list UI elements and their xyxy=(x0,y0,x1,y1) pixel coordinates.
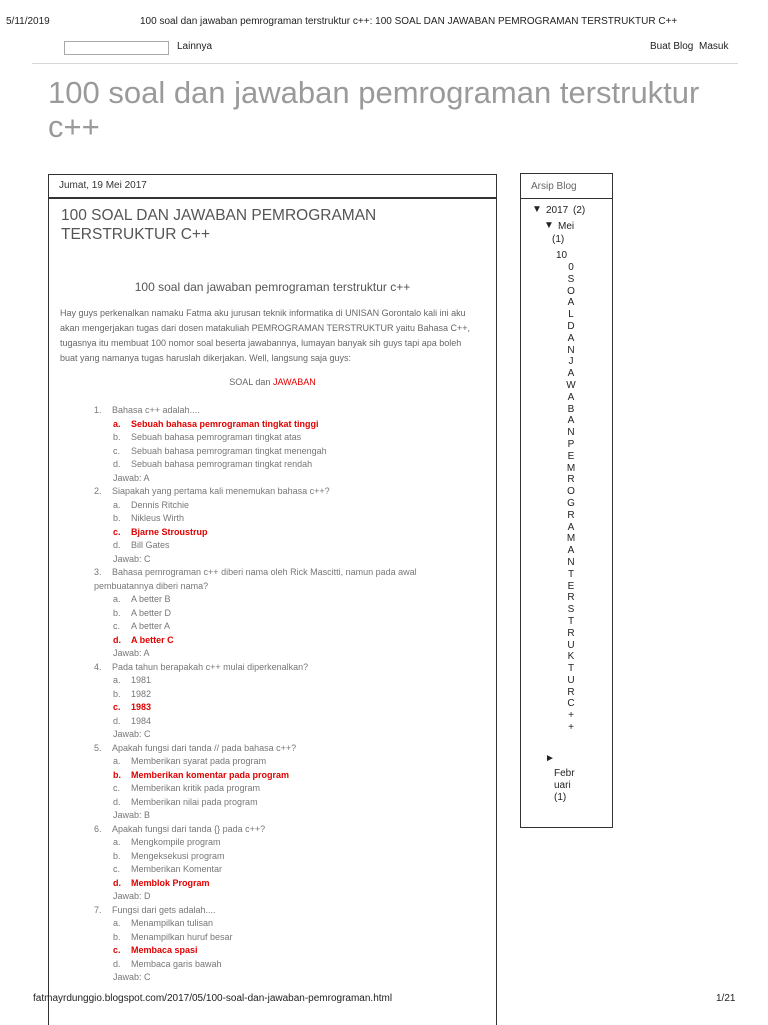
option-text: A better B xyxy=(131,594,171,604)
option-letter: b. xyxy=(113,513,121,523)
question-number: 1. xyxy=(94,405,102,415)
answer-option xyxy=(94,674,494,688)
archive-link-char[interactable]: R xyxy=(567,627,575,639)
header-divider xyxy=(32,63,738,64)
option-text: Memberikan syarat pada program xyxy=(131,756,267,766)
option-letter: d. xyxy=(113,459,121,469)
answer-key-text: Jawab: C xyxy=(113,972,151,982)
answer-option xyxy=(94,944,494,958)
question-text xyxy=(94,580,494,594)
answer-key-text: Jawab: C xyxy=(113,729,151,739)
archive-link-char[interactable]: R xyxy=(567,686,575,698)
option-text: A better A xyxy=(131,621,171,631)
question-number: 6. xyxy=(94,823,102,834)
archive-year-count: (2) xyxy=(573,205,586,216)
post-date: Jumat, 19 Mei 2017 xyxy=(59,180,147,191)
archive-link-char[interactable]: + xyxy=(568,710,574,722)
answer-option xyxy=(94,431,494,445)
answer-key xyxy=(94,472,494,486)
archive-month-februari[interactable]: Febr xyxy=(554,768,575,779)
archive-link-char[interactable]: T xyxy=(567,663,575,675)
question-number: 3. xyxy=(94,567,102,577)
option-letter: a. xyxy=(113,918,121,928)
archive-link-char[interactable]: P xyxy=(567,438,575,450)
question-list xyxy=(94,404,494,985)
option-text: 1984 xyxy=(131,715,152,726)
archive-link-char[interactable]: T xyxy=(567,615,575,627)
option-letter: d. xyxy=(113,877,121,888)
question-line: Siapakah yang pertama kali menemukan bahasa c++? xyxy=(112,486,330,496)
archive-link-char[interactable]: M xyxy=(566,533,576,545)
archive-link-char[interactable]: R xyxy=(567,592,575,604)
archive-month-februari-cont[interactable]: uari xyxy=(554,780,571,791)
archive-link-char[interactable]: W xyxy=(566,379,576,391)
option-letter: c. xyxy=(113,945,121,955)
archive-link-char[interactable]: B xyxy=(567,403,575,415)
option-text: Sebuah bahasa pemrograman tingkat rendah xyxy=(131,459,313,469)
option-letter: d. xyxy=(113,540,121,550)
answer-option xyxy=(94,593,494,607)
question-line: Bahasa c++ adalah.... xyxy=(112,405,200,415)
answer-key xyxy=(94,553,494,567)
answer-option xyxy=(94,769,494,783)
question-text xyxy=(94,904,494,918)
archive-link-char[interactable]: O xyxy=(567,486,575,498)
option-letter: c. xyxy=(113,783,121,793)
archive-link-char[interactable]: A xyxy=(567,332,575,344)
option-letter: b. xyxy=(113,432,121,442)
post-date-header xyxy=(48,174,497,198)
post-title[interactable]: 100 SOAL DAN JAWABAN PEMROGRAMAN TERSTRUKTUR C++ xyxy=(61,207,377,243)
option-letter: c. xyxy=(113,445,121,456)
option-letter: d. xyxy=(113,634,121,645)
option-letter: b. xyxy=(113,931,121,942)
question-line: Apakah fungsi dari tanda // pada bahasa c++? xyxy=(112,742,297,753)
answer-option xyxy=(94,607,494,621)
option-letter: b. xyxy=(113,769,121,780)
question-line: Pada tahun berapakah c++ mulai diperkenalkan? xyxy=(112,661,309,672)
archive-link-char[interactable]: D xyxy=(567,320,575,332)
option-text: Sebuah bahasa pemrograman tingkat atas xyxy=(131,432,302,442)
question-text xyxy=(94,404,494,418)
question-text xyxy=(94,742,494,756)
year-toggle-icon[interactable]: ▼ xyxy=(532,204,542,215)
option-letter: c. xyxy=(113,702,121,712)
option-letter: a. xyxy=(113,418,121,429)
archive-month-mei[interactable]: Mei xyxy=(558,221,575,232)
archive-link-char[interactable]: A xyxy=(567,297,575,309)
option-text: 1982 xyxy=(131,688,152,699)
option-text: Memblok Program xyxy=(131,877,210,888)
lainnya-link[interactable]: Lainnya xyxy=(177,41,213,52)
answer-option xyxy=(94,796,494,810)
option-text: A better C xyxy=(131,634,174,645)
answer-option xyxy=(94,931,494,945)
question-number: 4. xyxy=(94,661,102,672)
question-text xyxy=(94,566,494,580)
archive-link-char[interactable]: S xyxy=(567,273,575,285)
option-letter: b. xyxy=(113,688,121,699)
option-letter: a. xyxy=(113,594,121,604)
archive-link-char[interactable]: N xyxy=(567,344,575,356)
archive-link-char[interactable]: + xyxy=(568,722,574,734)
answer-option xyxy=(94,755,494,769)
question-line: Apakah fungsi dari tanda {} pada c++? xyxy=(112,823,266,834)
answer-option xyxy=(94,877,494,891)
archive-link-char[interactable]: S xyxy=(567,604,575,616)
print-date: 5/11/2019 xyxy=(6,16,50,27)
archive-link-char[interactable]: A xyxy=(567,391,575,403)
archive-month-count: (1) xyxy=(552,234,565,245)
masuk-link[interactable]: Masuk xyxy=(699,41,729,52)
jawaban-label: JAWABAN xyxy=(272,377,316,387)
archive-post-link[interactable] xyxy=(566,262,576,734)
option-text: Menampilkan huruf besar xyxy=(131,931,233,942)
option-text: Membaca garis bawah xyxy=(131,958,222,969)
answer-option xyxy=(94,418,494,432)
archive-link-char[interactable]: R xyxy=(567,474,575,486)
option-letter: d. xyxy=(113,796,121,807)
option-letter: a. xyxy=(113,675,121,685)
option-letter: c. xyxy=(113,526,121,537)
archive-link-char[interactable]: A xyxy=(567,368,575,380)
answer-key-text: Jawab: A xyxy=(113,648,150,658)
archive-link-char[interactable]: L xyxy=(568,309,574,321)
buat-blog-link[interactable]: Buat Blog xyxy=(650,41,694,52)
option-text: Mengkompile program xyxy=(131,837,221,847)
archive-link-char[interactable]: A xyxy=(567,521,575,533)
archive-februari-count: (1) xyxy=(554,792,567,803)
archive-link-char[interactable]: A xyxy=(567,415,575,427)
option-letter: a. xyxy=(113,499,121,510)
answer-key xyxy=(94,809,494,823)
archive-link-char[interactable]: E xyxy=(567,580,575,592)
option-text: Memberikan komentar pada program xyxy=(131,769,290,780)
option-text: Memberikan Komentar xyxy=(131,864,223,874)
archive-link-char[interactable]: U xyxy=(567,674,575,686)
option-text: Sebuah bahasa pemrograman tingkat tinggi xyxy=(131,418,319,429)
archive-link-char[interactable]: K xyxy=(567,651,575,663)
archive-year-2017[interactable]: 2017 xyxy=(546,205,569,216)
post-subtitle: 100 soal dan jawaban pemrograman terstruktur c++ xyxy=(134,280,411,294)
archive-link-char[interactable]: J xyxy=(568,356,574,368)
option-letter: d. xyxy=(113,715,121,726)
option-letter: c. xyxy=(113,621,121,631)
answer-option xyxy=(94,836,494,850)
question-text xyxy=(94,823,494,837)
answer-option xyxy=(94,688,494,702)
answer-key xyxy=(94,647,494,661)
answer-option xyxy=(94,863,494,877)
archive-link-char[interactable]: G xyxy=(567,497,575,509)
answer-key-text: Jawab: A xyxy=(113,472,150,483)
answer-option xyxy=(94,958,494,972)
archive-link-char[interactable]: R xyxy=(567,509,575,521)
archive-heading: Arsip Blog xyxy=(531,181,577,192)
option-text: Sebuah bahasa pemrograman tingkat menengah xyxy=(131,445,327,456)
answer-option xyxy=(94,850,494,864)
option-letter: b. xyxy=(113,607,121,618)
soal-heading xyxy=(49,377,496,387)
answer-option xyxy=(94,539,494,553)
answer-option xyxy=(94,445,494,459)
soal-label: SOAL dan xyxy=(229,377,271,387)
archive-link-char[interactable]: T xyxy=(567,568,575,580)
answer-key-text: Jawab: B xyxy=(113,810,151,820)
option-letter: a. xyxy=(113,756,121,766)
answer-key xyxy=(94,728,494,742)
archive-link-char[interactable]: N xyxy=(567,556,575,568)
footer-url: fatmayrdunggio.blogspot.com/2017/05/100-soal-dan-jawaban-pemrograman.html xyxy=(33,993,393,1004)
answer-option xyxy=(94,526,494,540)
answer-option xyxy=(94,917,494,931)
blog-title[interactable]: 100 soal dan jawaban pemrograman terstruktur c++ xyxy=(48,75,700,144)
option-text: A better D xyxy=(131,607,172,618)
archive-link-char[interactable]: U xyxy=(567,639,575,651)
month-toggle-icon[interactable]: ▼ xyxy=(544,220,554,231)
option-text: Bjarne Stroustrup xyxy=(131,526,208,537)
answer-option xyxy=(94,715,494,729)
print-page-title: 100 soal dan jawaban pemrograman terstruktur c++: 100 SOAL DAN JAWABAN PEMROGRAMAN TERSTRUKTUR C++ xyxy=(140,16,678,27)
search-input[interactable] xyxy=(64,41,169,55)
option-text: Menampilkan tulisan xyxy=(131,918,214,928)
answer-key-text: Jawab: D xyxy=(113,891,151,901)
option-text: Membaca spasi xyxy=(131,945,198,955)
answer-option xyxy=(94,512,494,526)
option-text: Bill Gates xyxy=(131,540,170,550)
option-letter: b. xyxy=(113,850,121,861)
answer-option xyxy=(94,620,494,634)
option-text: Dennis Ritchie xyxy=(131,499,190,510)
answer-option xyxy=(94,634,494,648)
answer-option xyxy=(94,499,494,513)
question-number: 2. xyxy=(94,486,102,496)
question-number: 7. xyxy=(94,904,102,915)
post-intro: Hay guys perkenalkan namaku Fatma aku jurusan teknik informatika di UNISAN Gorontalo kali ini aku akan mengerjakan tugas dari dosen matakuliah PEMROGRAMAN TERSTRUKTUR yaitu Bahasa C++, tugasnya itu membuat 100 nomor soal beserta jawabannya, lumayan banyak sih guys tapi apa boleh buat yang namanya tugas haruslah dikerjakan. Well, langsung saja guys: xyxy=(60,308,471,363)
archive-link-char[interactable]: E xyxy=(567,450,575,462)
post-body xyxy=(48,198,497,1025)
option-letter: d. xyxy=(113,958,121,969)
answer-key-text: Jawab: C xyxy=(113,553,151,564)
archive-header xyxy=(521,174,612,199)
option-text: Mengeksekusi program xyxy=(131,850,225,861)
question-text xyxy=(94,661,494,675)
question-text xyxy=(94,485,494,499)
archive-link-char[interactable]: 0 xyxy=(568,262,574,273)
collapsed-toggle-icon[interactable]: ► xyxy=(545,753,555,764)
question-line: pembuatannya diberi nama? xyxy=(94,580,209,591)
option-letter: c. xyxy=(113,864,121,874)
archive-link-char[interactable]: N xyxy=(567,427,575,439)
option-text: Memberikan nilai pada program xyxy=(131,796,258,807)
archive-link-char[interactable]: C xyxy=(567,698,575,710)
footer-page-number: 1/21 xyxy=(716,993,736,1004)
answer-option xyxy=(94,782,494,796)
archive-post-link-prefix[interactable]: 10 xyxy=(556,250,568,261)
answer-option xyxy=(94,701,494,715)
answer-option xyxy=(94,458,494,472)
answer-key xyxy=(94,971,494,985)
archive-link-char[interactable]: O xyxy=(567,285,575,297)
question-line: Bahasa pemrograman c++ diberi nama oleh Rick Mascitti, namun pada awal xyxy=(112,567,417,577)
answer-key xyxy=(94,890,494,904)
question-number: 5. xyxy=(94,742,102,753)
option-text: 1981 xyxy=(131,675,152,685)
archive-link-char[interactable]: A xyxy=(567,545,575,557)
archive-link-char[interactable]: M xyxy=(566,462,576,474)
option-letter: a. xyxy=(113,837,121,847)
option-text: Nikleus Wirth xyxy=(131,513,185,523)
question-line: Fungsi dari gets adalah.... xyxy=(112,904,216,915)
option-text: Memberikan kritik pada program xyxy=(131,783,261,793)
option-text: 1983 xyxy=(131,702,152,712)
